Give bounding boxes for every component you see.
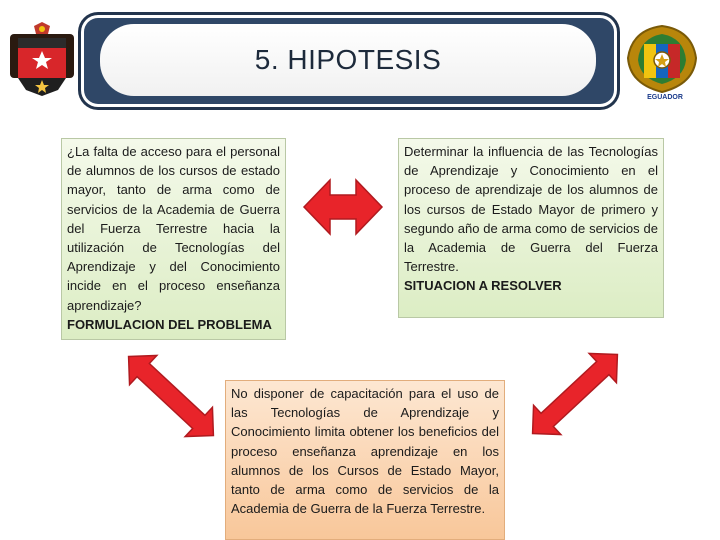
problem-box bbox=[61, 138, 286, 340]
right-emblem-icon bbox=[622, 22, 702, 104]
objective-label: SITUACION A RESOLVER bbox=[404, 278, 562, 294]
right-diagonal-double-arrow-icon bbox=[530, 352, 620, 436]
left-emblem-icon bbox=[8, 20, 76, 98]
problem-text: ¿La falta de acceso para el personal de alumnos de los cursos de estado mayor, tanto de arma como de servicios de la Academia de Guerra del Fuerza Terrestre hacia la utilización de Tecnologías del Aprendizaje y del Conocimiento incide en el proceso enseñanza aprendizaje? bbox=[67, 144, 280, 313]
title-panel bbox=[100, 24, 596, 96]
page-title: 5. HIPOTESIS bbox=[254, 44, 442, 75]
hypothesis-text: No disponer de capacitación para el uso de las Tecnologías de Aprendizaje y Conocimiento limita obtener los beneficios del proceso enseñanza aprendizaje en los alumnos de los Cursos de Estado Mayor, tanto de arma como de servicios de la Academia de Guerra de la Fuerza Terrestre. bbox=[231, 386, 499, 517]
horizontal-double-arrow-icon bbox=[302, 176, 384, 238]
right-emblem-label: EGUADOR bbox=[647, 94, 683, 101]
problem-label: FORMULACION DEL PROBLEMA bbox=[67, 316, 272, 332]
objective-text: Determinar la influencia de las Tecnologías de Aprendizaje y Conocimiento en el proceso de aprendizaje de los alumnos de los cursos de Estado Mayor de primero y segundo año de arma como de servicios de la Academia de Guerra del Fuerza Terrestre. bbox=[404, 144, 658, 275]
objective-box bbox=[398, 138, 664, 318]
hypothesis-box bbox=[225, 380, 505, 540]
left-diagonal-double-arrow-icon bbox=[126, 354, 216, 438]
